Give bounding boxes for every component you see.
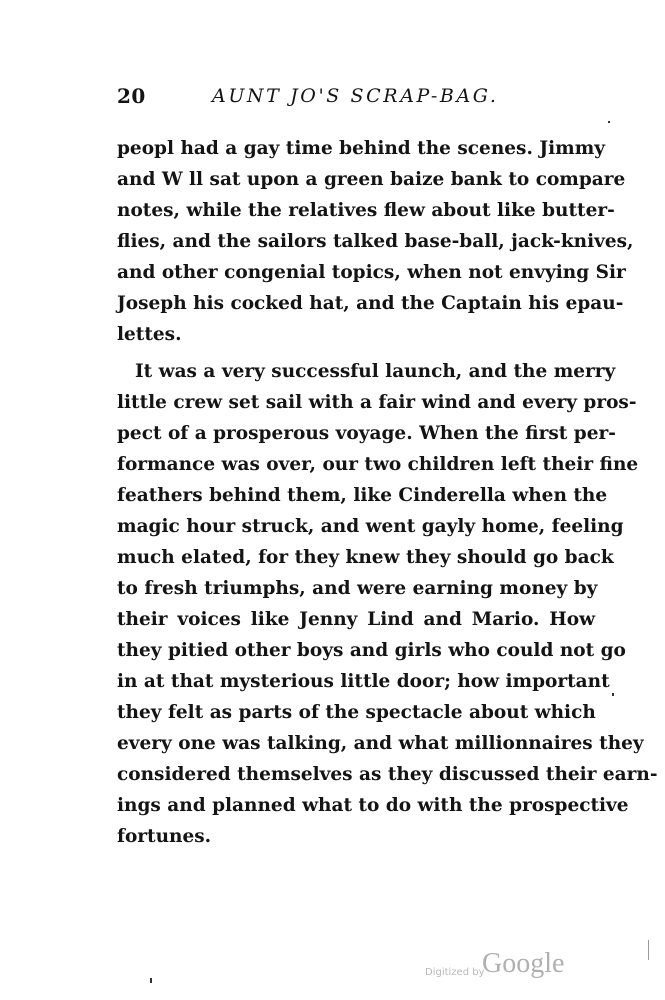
text-line: Joseph his cocked hat, and the Captain his epau- [117,293,624,314]
text-line: feathers behind them, like Cinderella when the [117,485,608,506]
text-line: considered themselves as they discussed their earn- [117,764,658,785]
watermark-logo-text: Google [482,948,565,979]
text-line: their voices like Jenny Lind and Mario. How [117,609,595,630]
scan-speck [612,693,614,696]
running-title: AUNT JO'S SCRAP-BAG. [212,85,499,107]
page-number: 20 [117,84,146,108]
text-line: lettes. [117,324,182,345]
paragraph-1 [117,133,634,350]
text-line: every one was talking, and what millionnaires they [117,733,644,754]
text-line: ings and planned what to do with the prospective [117,795,629,816]
text-line: fortunes. [117,826,212,847]
scan-speck [648,940,649,960]
text-line: pect of a prosperous voyage. When the first per- [117,423,616,444]
text-line: and W ll sat upon a green baize bank to compare [117,169,626,190]
text-line: notes, while the relatives flew about like butter- [117,200,615,221]
watermark-small-text: Digitized by [425,967,485,978]
text-line: peopl had a gay time behind the scenes. Jimmy [117,138,606,159]
scan-speck [608,121,610,123]
text-line: to fresh triumphs, and were earning money by [117,578,598,599]
text-line: they felt as parts of the spectacle about which [117,702,596,723]
paragraph-2 [117,356,658,852]
text-line: and other congenial topics, when not envying Sir [117,262,626,283]
text-line: formance was over, our two children left their fine [117,454,639,475]
scan-speck [150,978,152,983]
text-line: in at that mysterious little door; how important [117,671,610,692]
text-line: flies, and the sailors talked base-ball, jack-knives, [117,231,634,252]
page-header [117,84,597,114]
text-line: little crew set sail with a fair wind and every pros- [117,392,637,413]
text-line: they pitied other boys and girls who could not go [117,640,626,661]
text-line: much elated, for they knew they should go back [117,547,614,568]
text-line: It was a very successful launch, and the merry [135,361,616,382]
body-text [117,133,658,852]
text-line: magic hour struck, and went gayly home, feeling [117,516,624,537]
